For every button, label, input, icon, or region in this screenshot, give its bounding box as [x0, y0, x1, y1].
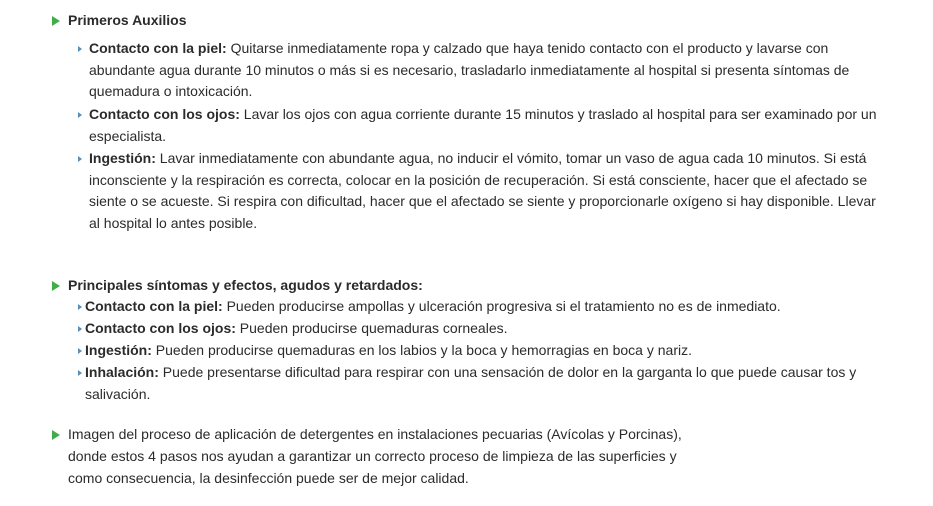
sub-bullet-icon — [78, 348, 82, 354]
list-item — [85, 318, 885, 340]
sub-bullet-icon — [78, 370, 82, 376]
section-bullet-icon — [52, 281, 60, 291]
item-text: Pueden producirse quemaduras en los labios y la boca y hemorragias en boca y nariz. — [155, 342, 692, 358]
sub-bullet-icon — [78, 112, 82, 118]
paragraph-line: donde estos 4 pasos nos ayudan a garantizar un correcto proceso de limpieza de las superficies y — [68, 448, 677, 464]
section-title: Primeros Auxilios — [68, 12, 187, 28]
item-label: Contacto con los ojos: — [89, 106, 240, 122]
list-item — [89, 38, 889, 103]
sub-bullet-icon — [78, 304, 82, 310]
item-text: Lavar los ojos con agua corriente durante 15 minutos y traslado al hospital para ser examinado por un especialista. — [89, 106, 877, 144]
item-label: Contacto con la piel: — [89, 40, 227, 56]
section-title: Principales síntomas y efectos, agudos y retardados: — [68, 277, 423, 293]
list-item — [85, 340, 885, 362]
section-bullet-icon — [52, 16, 60, 26]
section-bullet-icon — [52, 430, 60, 440]
paragraph-line: como consecuencia, la desinfección puede ser de mejor calidad. — [68, 470, 469, 486]
item-text: Pueden producirse ampollas y ulceración progresiva si el tratamiento no es de inmediato. — [226, 298, 781, 314]
sub-bullet-icon — [78, 46, 82, 52]
sub-bullet-icon — [78, 156, 82, 162]
item-text: Pueden producirse quemaduras corneales. — [239, 320, 508, 336]
item-label: Ingestión: — [89, 150, 156, 166]
item-text: Quitarse inmediatamente ropa y calzado que haya tenido contacto con el producto y lavarse con abundante agua durante 10 minutos o más si es necesario, trasladarlo inmediatamente al hospital si presenta síntomas de quemadura o intoxicación. — [89, 40, 850, 99]
sub-bullet-icon — [78, 326, 82, 332]
item-label: Contacto con los ojos: — [85, 320, 236, 336]
list-item — [85, 362, 885, 405]
item-label: Ingestión: — [85, 342, 152, 358]
paragraph-line: Imagen del proceso de aplicación de detergentes en instalaciones pecuarias (Avícolas y Porcinas), — [68, 426, 682, 442]
list-item — [89, 104, 889, 147]
item-text: Puede presentarse dificultad para respirar con una sensación de dolor en la garganta lo que puede causar tos y salivación. — [85, 364, 857, 402]
list-item — [85, 296, 885, 318]
list-item — [89, 148, 889, 234]
item-label: Inhalación: — [85, 364, 159, 380]
item-text: Lavar inmediatamente con abundante agua, no inducir el vómito, tomar un vaso de agua cada 10 minutos. Si está inconsciente y la respiración es correcta, colocar en la posición de recuperación. Si está consciente, hacer que el afectado se siente o se acueste. Si respira con dificultad, hacer que el afectado se siente y proporcionarle oxígeno si hay disponible. Llevar al hospital lo antes posible. — [89, 150, 876, 231]
item-label: Contacto con la piel: — [85, 298, 223, 314]
